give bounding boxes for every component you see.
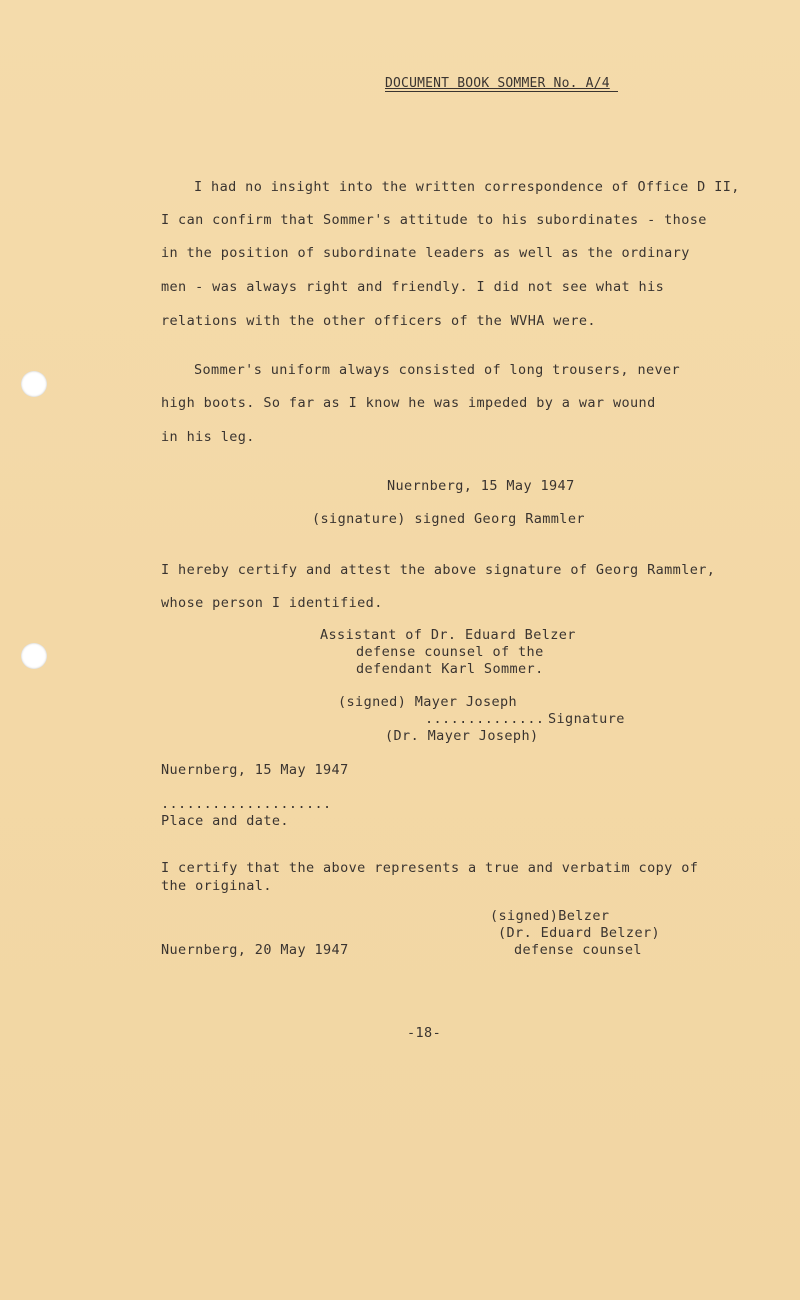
paragraph1-line-2: I can confirm that Sommer's attitude to his subordinates - those bbox=[161, 212, 707, 228]
signature-label: Signature bbox=[548, 711, 625, 727]
paragraph2-line-2: high boots. So far as I know he was impeded by a war wound bbox=[161, 395, 656, 411]
paragraph1-line-1: I had no insight into the written correspondence of Office D II, bbox=[194, 179, 740, 195]
certification-place-date: Nuernberg, 15 May 1947 bbox=[161, 762, 349, 778]
punch-hole-top bbox=[21, 371, 47, 397]
certification-printed-name: (Dr. Mayer Joseph) bbox=[385, 728, 539, 744]
copy-name: (Dr. Eduard Belzer) bbox=[498, 925, 661, 941]
document-reference: DOCUMENT BOOK SOMMER No. A/4 bbox=[385, 76, 618, 92]
place-dots: .................... bbox=[161, 796, 332, 812]
copy-role: defense counsel bbox=[514, 942, 642, 958]
punch-hole-bottom bbox=[21, 643, 47, 669]
copy-signed: (signed)Belzer bbox=[490, 908, 610, 924]
certification-line-2: whose person I identified. bbox=[161, 595, 383, 611]
copy-certification-line-1: I certify that the above represents a true and verbatim copy of bbox=[161, 860, 699, 876]
page-number: -18- bbox=[407, 1025, 442, 1041]
paragraph2-line-1: Sommer's uniform always consisted of long trousers, never bbox=[194, 362, 681, 378]
certification-signed: (signed) Mayer Joseph bbox=[338, 694, 518, 710]
affidavit-place-date: Nuernberg, 15 May 1947 bbox=[387, 478, 575, 494]
paragraph1-line-3: in the position of subordinate leaders as well as the ordinary bbox=[161, 245, 690, 261]
paragraph2-line-3: in his leg. bbox=[161, 429, 255, 445]
assistant-line-3: defendant Karl Sommer. bbox=[356, 661, 544, 677]
paragraph1-line-4: men - was always right and friendly. I did not see what his bbox=[161, 279, 665, 295]
paragraph1-line-5: relations with the other officers of the WVHA were. bbox=[161, 313, 596, 329]
copy-certification-line-2: the original. bbox=[161, 878, 272, 894]
affidavit-signature: (signature) signed Georg Rammler bbox=[312, 511, 585, 527]
signature-dots: .............. bbox=[425, 711, 545, 727]
place-label: Place and date. bbox=[161, 813, 289, 829]
certification-line-1: I hereby certify and attest the above signature of Georg Rammler, bbox=[161, 562, 716, 578]
assistant-line-2: defense counsel of the bbox=[356, 644, 544, 660]
copy-place-date: Nuernberg, 20 May 1947 bbox=[161, 942, 349, 958]
assistant-line-1: Assistant of Dr. Eduard Belzer bbox=[320, 627, 576, 643]
